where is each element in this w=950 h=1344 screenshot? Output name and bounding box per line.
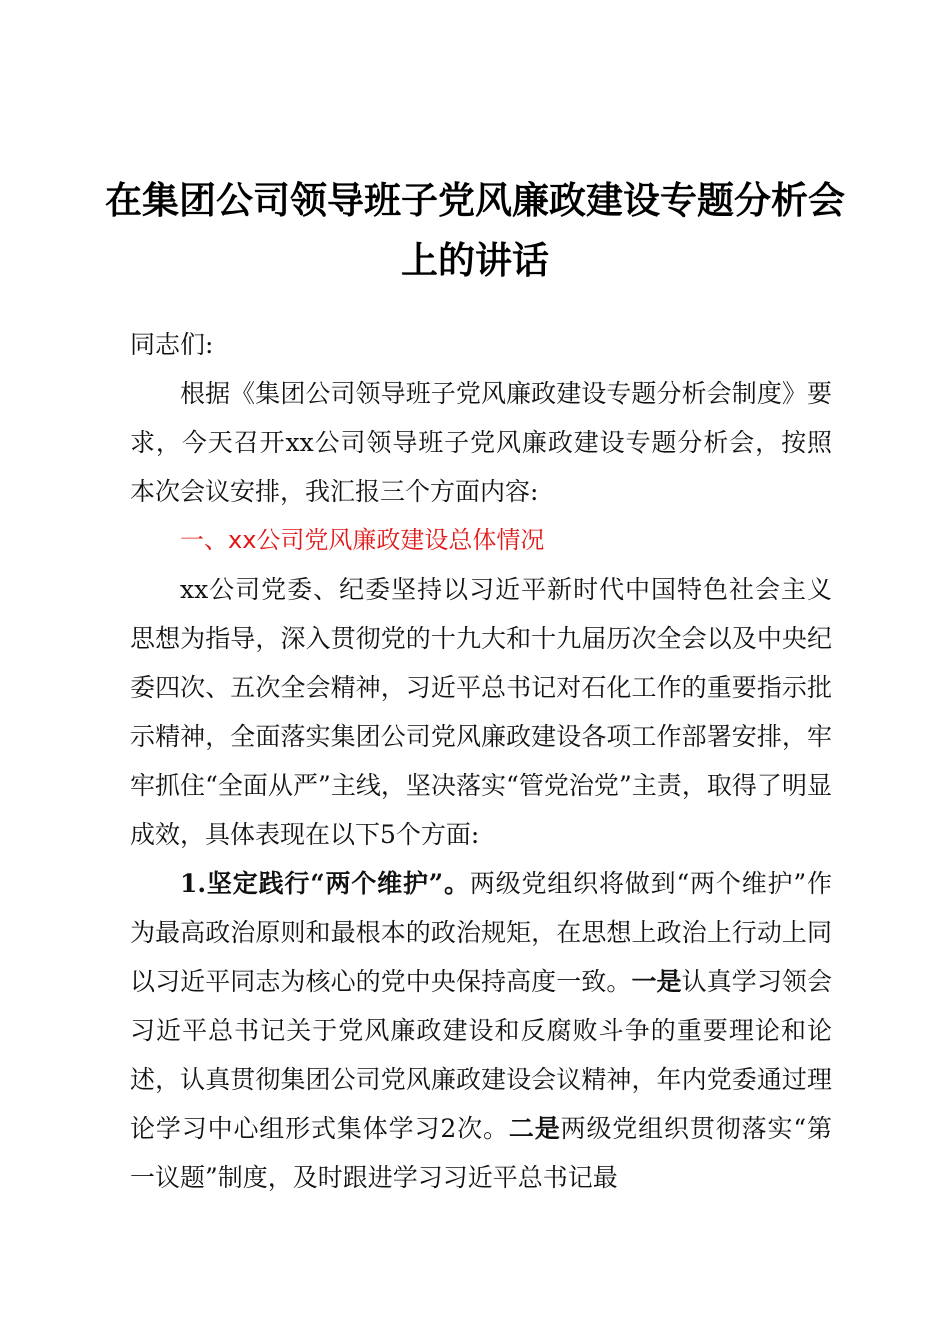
item-1-paragraph [130, 859, 832, 1202]
item-1-marker-1: 一是 [631, 967, 682, 996]
item-1-text-b: 认真学习领会习近平总书记关于党风廉政建设和反腐败斗争的重要理论和论述，认真贯彻集团公司党风廉政建设会议精神，年内党委通过理论学习中心组形式集体学习2次。 [130, 967, 832, 1143]
document-body [130, 320, 832, 1202]
item-1-text-c: 两级党组织贯彻落实“第一议题”制度，及时跟进学习习近平总书记最 [130, 1114, 832, 1192]
section-heading-1: 一、xx公司党风廉政建设总体情况 [180, 526, 545, 554]
section-1-paragraph: xx公司党委、纪委坚持以习近平新时代中国特色社会主义思想为指导，深入贯彻党的十九大和十九届历次全会以及中央纪委四次、五次全会精神，习近平总书记对石化工作的重要指示批示精神，全面落实集团公司党风廉政建设各项工作部署安排，牢牢抓住“全面从严”主线，坚决落实“管党治党”主责，取得了明显成效，具体表现在以下5个方面: [130, 575, 832, 849]
item-1-lead: 1.坚定践行“两个维护”。 [180, 869, 470, 898]
item-1-marker-2: 二是 [508, 1114, 561, 1143]
salutation: 同志们: [130, 330, 214, 359]
intro-paragraph: 根据《集团公司领导班子党风廉政建设专题分析会制度》要求，今天召开xx公司领导班子党风廉政建设专题分析会，按照本次会议安排，我汇报三个方面内容: [130, 379, 832, 506]
document-title: 在集团公司领导班子党风廉政建设专题分析会上的讲话 [105, 178, 845, 282]
item-1-text-a: 两级党组织将做到“两个维护”作为最高政治原则和最根本的政治规矩，在思想上政治上行动上同以习近平同志为核心的党中央保持高度一致。 [130, 869, 832, 996]
